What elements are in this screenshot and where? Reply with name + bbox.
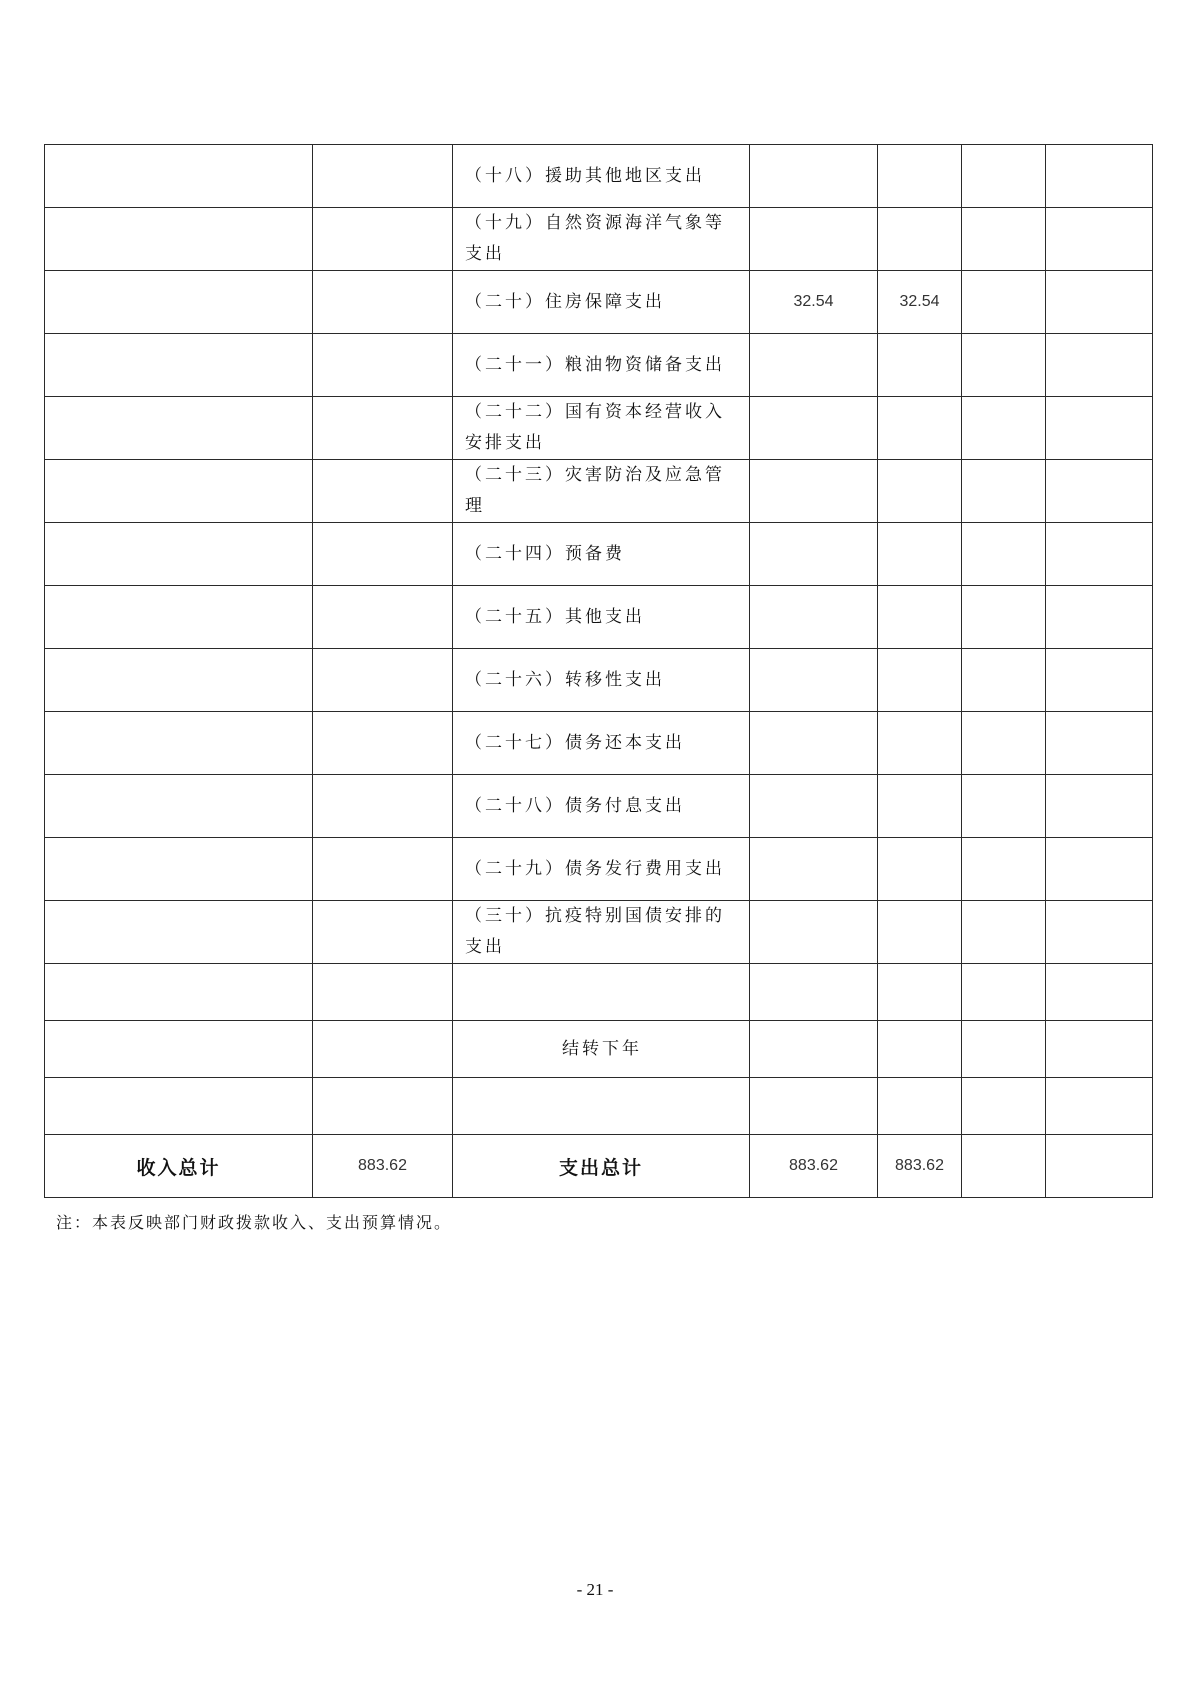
table-row <box>45 460 1153 523</box>
expense-total-cell <box>750 208 878 271</box>
income-amount-cell <box>313 145 453 208</box>
income-amount-cell <box>313 523 453 586</box>
general-budget-cell <box>878 208 962 271</box>
carry-forward-row <box>45 1021 1153 1078</box>
fund-budget-cell <box>962 901 1046 964</box>
expense-item-cell: （二十八）债务付息支出 <box>453 775 750 838</box>
income-item-cell <box>45 775 313 838</box>
fund-budget-cell <box>962 586 1046 649</box>
income-item-cell <box>45 523 313 586</box>
state-capital-cell <box>1046 460 1153 523</box>
fund-budget-cell <box>962 460 1046 523</box>
income-amount-cell <box>313 208 453 271</box>
fund-budget-cell <box>962 145 1046 208</box>
expense-total-cell <box>750 775 878 838</box>
expense-total-cell <box>750 586 878 649</box>
table-row <box>45 271 1153 334</box>
income-amount-cell <box>313 460 453 523</box>
state-capital-cell <box>1046 775 1153 838</box>
expense-total-cell <box>750 334 878 397</box>
income-amount-cell <box>313 838 453 901</box>
income-item-cell <box>45 460 313 523</box>
page-number: - 21 - <box>576 1580 614 1599</box>
income-total-value: 883.62 <box>313 1135 453 1198</box>
expense-total-cell <box>750 712 878 775</box>
expense-item-cell: （二十一）粮油物资储备支出 <box>453 334 750 397</box>
income-amount-cell <box>313 334 453 397</box>
state-capital-total-cell <box>1046 1135 1153 1198</box>
state-capital-cell <box>1046 901 1153 964</box>
expense-total-cell <box>750 397 878 460</box>
expense-item-cell: （二十六）转移性支出 <box>453 649 750 712</box>
state-capital-cell <box>1046 838 1153 901</box>
expense-total-cell <box>750 649 878 712</box>
fund-budget-cell <box>962 775 1046 838</box>
general-budget-cell <box>878 775 962 838</box>
expense-item-cell: （十九）自然资源海洋气象等支出 <box>453 208 750 271</box>
expense-item-cell: （二十五）其他支出 <box>453 586 750 649</box>
budget-table <box>44 144 1153 1198</box>
general-budget-cell <box>878 586 962 649</box>
expense-item-cell: （二十）住房保障支出 <box>453 271 750 334</box>
state-capital-cell <box>1046 208 1153 271</box>
blank-row <box>45 1078 1153 1135</box>
table-body <box>45 145 1153 1198</box>
expense-item-cell: （十八）援助其他地区支出 <box>453 145 750 208</box>
expense-item-cell: （二十九）债务发行费用支出 <box>453 838 750 901</box>
table-row <box>45 775 1153 838</box>
income-amount-cell <box>313 397 453 460</box>
state-capital-cell <box>1046 523 1153 586</box>
expense-item-cell: （二十七）债务还本支出 <box>453 712 750 775</box>
general-budget-cell <box>878 397 962 460</box>
table-row <box>45 649 1153 712</box>
income-item-cell <box>45 208 313 271</box>
expense-total-label: 支出总计 <box>453 1135 750 1198</box>
fund-budget-cell <box>962 712 1046 775</box>
expense-total-value: 883.62 <box>750 1135 878 1198</box>
fund-budget-cell <box>962 208 1046 271</box>
blank-row <box>45 964 1153 1021</box>
expense-item-cell: （二十三）灾害防治及应急管理 <box>453 460 750 523</box>
table-row <box>45 838 1153 901</box>
expense-total-cell: 32.54 <box>750 271 878 334</box>
income-item-cell <box>45 271 313 334</box>
state-capital-cell <box>1046 712 1153 775</box>
general-budget-cell <box>878 838 962 901</box>
general-budget-cell <box>878 649 962 712</box>
income-amount-cell <box>313 649 453 712</box>
income-amount-cell <box>313 586 453 649</box>
fund-budget-cell <box>962 649 1046 712</box>
table-row <box>45 208 1153 271</box>
state-capital-cell <box>1046 649 1153 712</box>
general-budget-cell <box>878 901 962 964</box>
income-item-cell <box>45 586 313 649</box>
expense-total-cell <box>750 460 878 523</box>
income-item-cell <box>45 649 313 712</box>
fund-budget-cell <box>962 523 1046 586</box>
income-amount-cell <box>313 901 453 964</box>
state-capital-cell <box>1046 271 1153 334</box>
income-item-cell <box>45 334 313 397</box>
expense-total-cell <box>750 145 878 208</box>
income-total-label: 收入总计 <box>45 1135 313 1198</box>
table-row <box>45 712 1153 775</box>
expense-item-cell: （三十）抗疫特别国债安排的支出 <box>453 901 750 964</box>
general-budget-cell <box>878 712 962 775</box>
general-budget-cell <box>878 460 962 523</box>
fund-budget-total-cell <box>962 1135 1046 1198</box>
general-budget-cell: 32.54 <box>878 271 962 334</box>
state-capital-cell <box>1046 145 1153 208</box>
table-row <box>45 145 1153 208</box>
table-row <box>45 397 1153 460</box>
table-note: 注：本表反映部门财政拨款收入、支出预算情况。 <box>56 1213 453 1232</box>
income-item-cell <box>45 397 313 460</box>
state-capital-cell <box>1046 397 1153 460</box>
income-item-cell <box>45 901 313 964</box>
expense-item-cell: （二十二）国有资本经营收入安排支出 <box>453 397 750 460</box>
totals-row <box>45 1135 1153 1198</box>
carry-forward-label: 结转下年 <box>453 1021 750 1078</box>
state-capital-cell <box>1046 586 1153 649</box>
income-item-cell <box>45 712 313 775</box>
general-budget-cell <box>878 145 962 208</box>
expense-item-cell: （二十四）预备费 <box>453 523 750 586</box>
expense-total-cell <box>750 523 878 586</box>
income-amount-cell <box>313 712 453 775</box>
income-amount-cell <box>313 271 453 334</box>
table-row <box>45 523 1153 586</box>
general-budget-cell <box>878 523 962 586</box>
table-row <box>45 586 1153 649</box>
general-budget-cell <box>878 334 962 397</box>
expense-total-cell <box>750 901 878 964</box>
general-budget-total-value: 883.62 <box>878 1135 962 1198</box>
fund-budget-cell <box>962 397 1046 460</box>
table-row <box>45 334 1153 397</box>
fund-budget-cell <box>962 334 1046 397</box>
income-amount-cell <box>313 775 453 838</box>
income-item-cell <box>45 145 313 208</box>
table-row <box>45 901 1153 964</box>
fund-budget-cell <box>962 838 1046 901</box>
expense-total-cell <box>750 838 878 901</box>
income-item-cell <box>45 838 313 901</box>
fund-budget-cell <box>962 271 1046 334</box>
state-capital-cell <box>1046 334 1153 397</box>
